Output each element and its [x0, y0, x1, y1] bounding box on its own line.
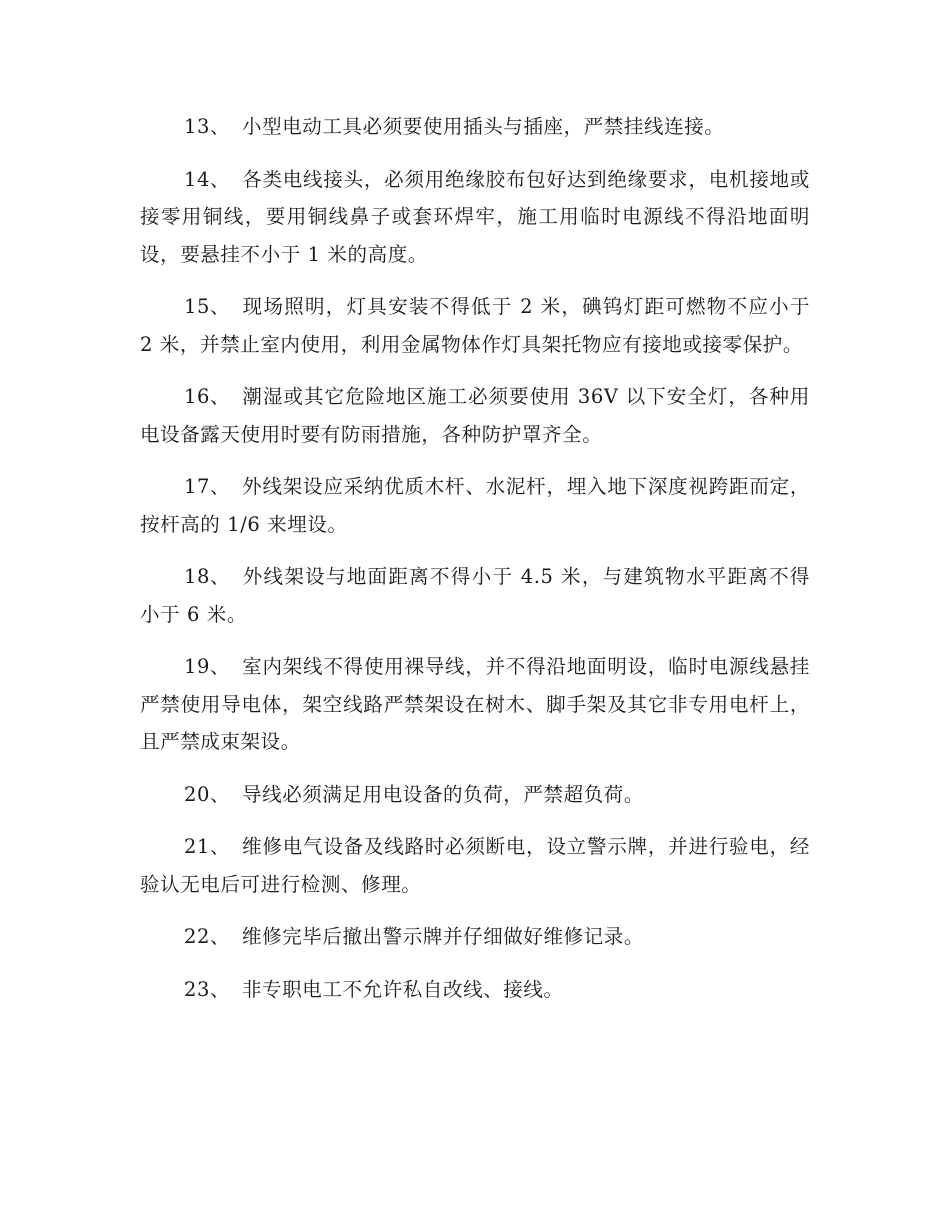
item-number: 18、 [184, 565, 231, 588]
item-number: 17、 [184, 475, 231, 498]
list-item-17 [140, 468, 810, 543]
item-text: 维修完毕后撤出警示牌并仔细做好维修记录。 [242, 925, 645, 948]
list-item-13 [140, 108, 810, 146]
item-number: 23、 [184, 977, 231, 1001]
list-item-16 [140, 378, 810, 453]
item-number: 20、 [184, 782, 231, 806]
item-text: 外线架设与地面距离不得小于 4.5 米，与建筑物水平距离不得小于 6 米。 [140, 565, 810, 626]
list-item-14 [140, 161, 810, 274]
list-item-21 [140, 828, 810, 903]
item-number: 16、 [184, 385, 231, 408]
list-item-15 [140, 288, 810, 363]
item-text: 维修电气设备及线路时必须断电，设立警示牌，并进行验电，经验认无电后可进行检测、修理。 [140, 835, 810, 896]
item-text: 小型电动工具必须要使用插头与插座，严禁挂线连接。 [242, 115, 725, 138]
item-number: 22、 [184, 925, 231, 948]
item-text: 导线必须满足用电设备的负荷，严禁超负荷。 [242, 782, 645, 806]
list-item-20 [140, 776, 810, 814]
item-text: 现场照明，灯具安装不得低于 2 米，碘钨灯距可燃物不应小于 2 米，并禁止室内使用，利用金属物体作灯具架托物应有接地或接零保护。 [140, 295, 810, 356]
item-text: 非专职电工不允许私自改线、接线。 [242, 977, 564, 1001]
item-text: 外线架设应采纳优质木杆、水泥杆，埋入地下深度视跨距而定，按杆高的 1/6 来埋设。 [140, 475, 810, 536]
item-text: 潮湿或其它危险地区施工必须要使用 36V 以下安全灯，各种用电设备露天使用时要有防雨措施，各种防护罩齐全。 [140, 385, 810, 446]
item-number: 21、 [184, 835, 231, 858]
list-item-18 [140, 558, 810, 633]
item-number: 14、 [184, 167, 231, 191]
document-body [140, 108, 810, 1023]
list-item-23 [140, 971, 810, 1009]
item-number: 15、 [184, 295, 231, 318]
list-item-22 [140, 918, 810, 956]
item-number: 19、 [184, 655, 231, 678]
item-text: 各类电线接头，必须用绝缘胶布包好达到绝缘要求，电机接地或接零用铜线，要用铜线鼻子或套环焊牢，施工用临时电源线不得沿地面明设，要悬挂不小于 1 米的高度。 [140, 167, 810, 266]
item-number: 13、 [184, 115, 231, 138]
list-item-19 [140, 648, 810, 761]
item-text: 室内架线不得使用裸导线，并不得沿地面明设，临时电源线悬挂严禁使用导电体，架空线路严禁架设在树木、脚手架及其它非专用电杆上，且严禁成束架设。 [140, 655, 810, 753]
